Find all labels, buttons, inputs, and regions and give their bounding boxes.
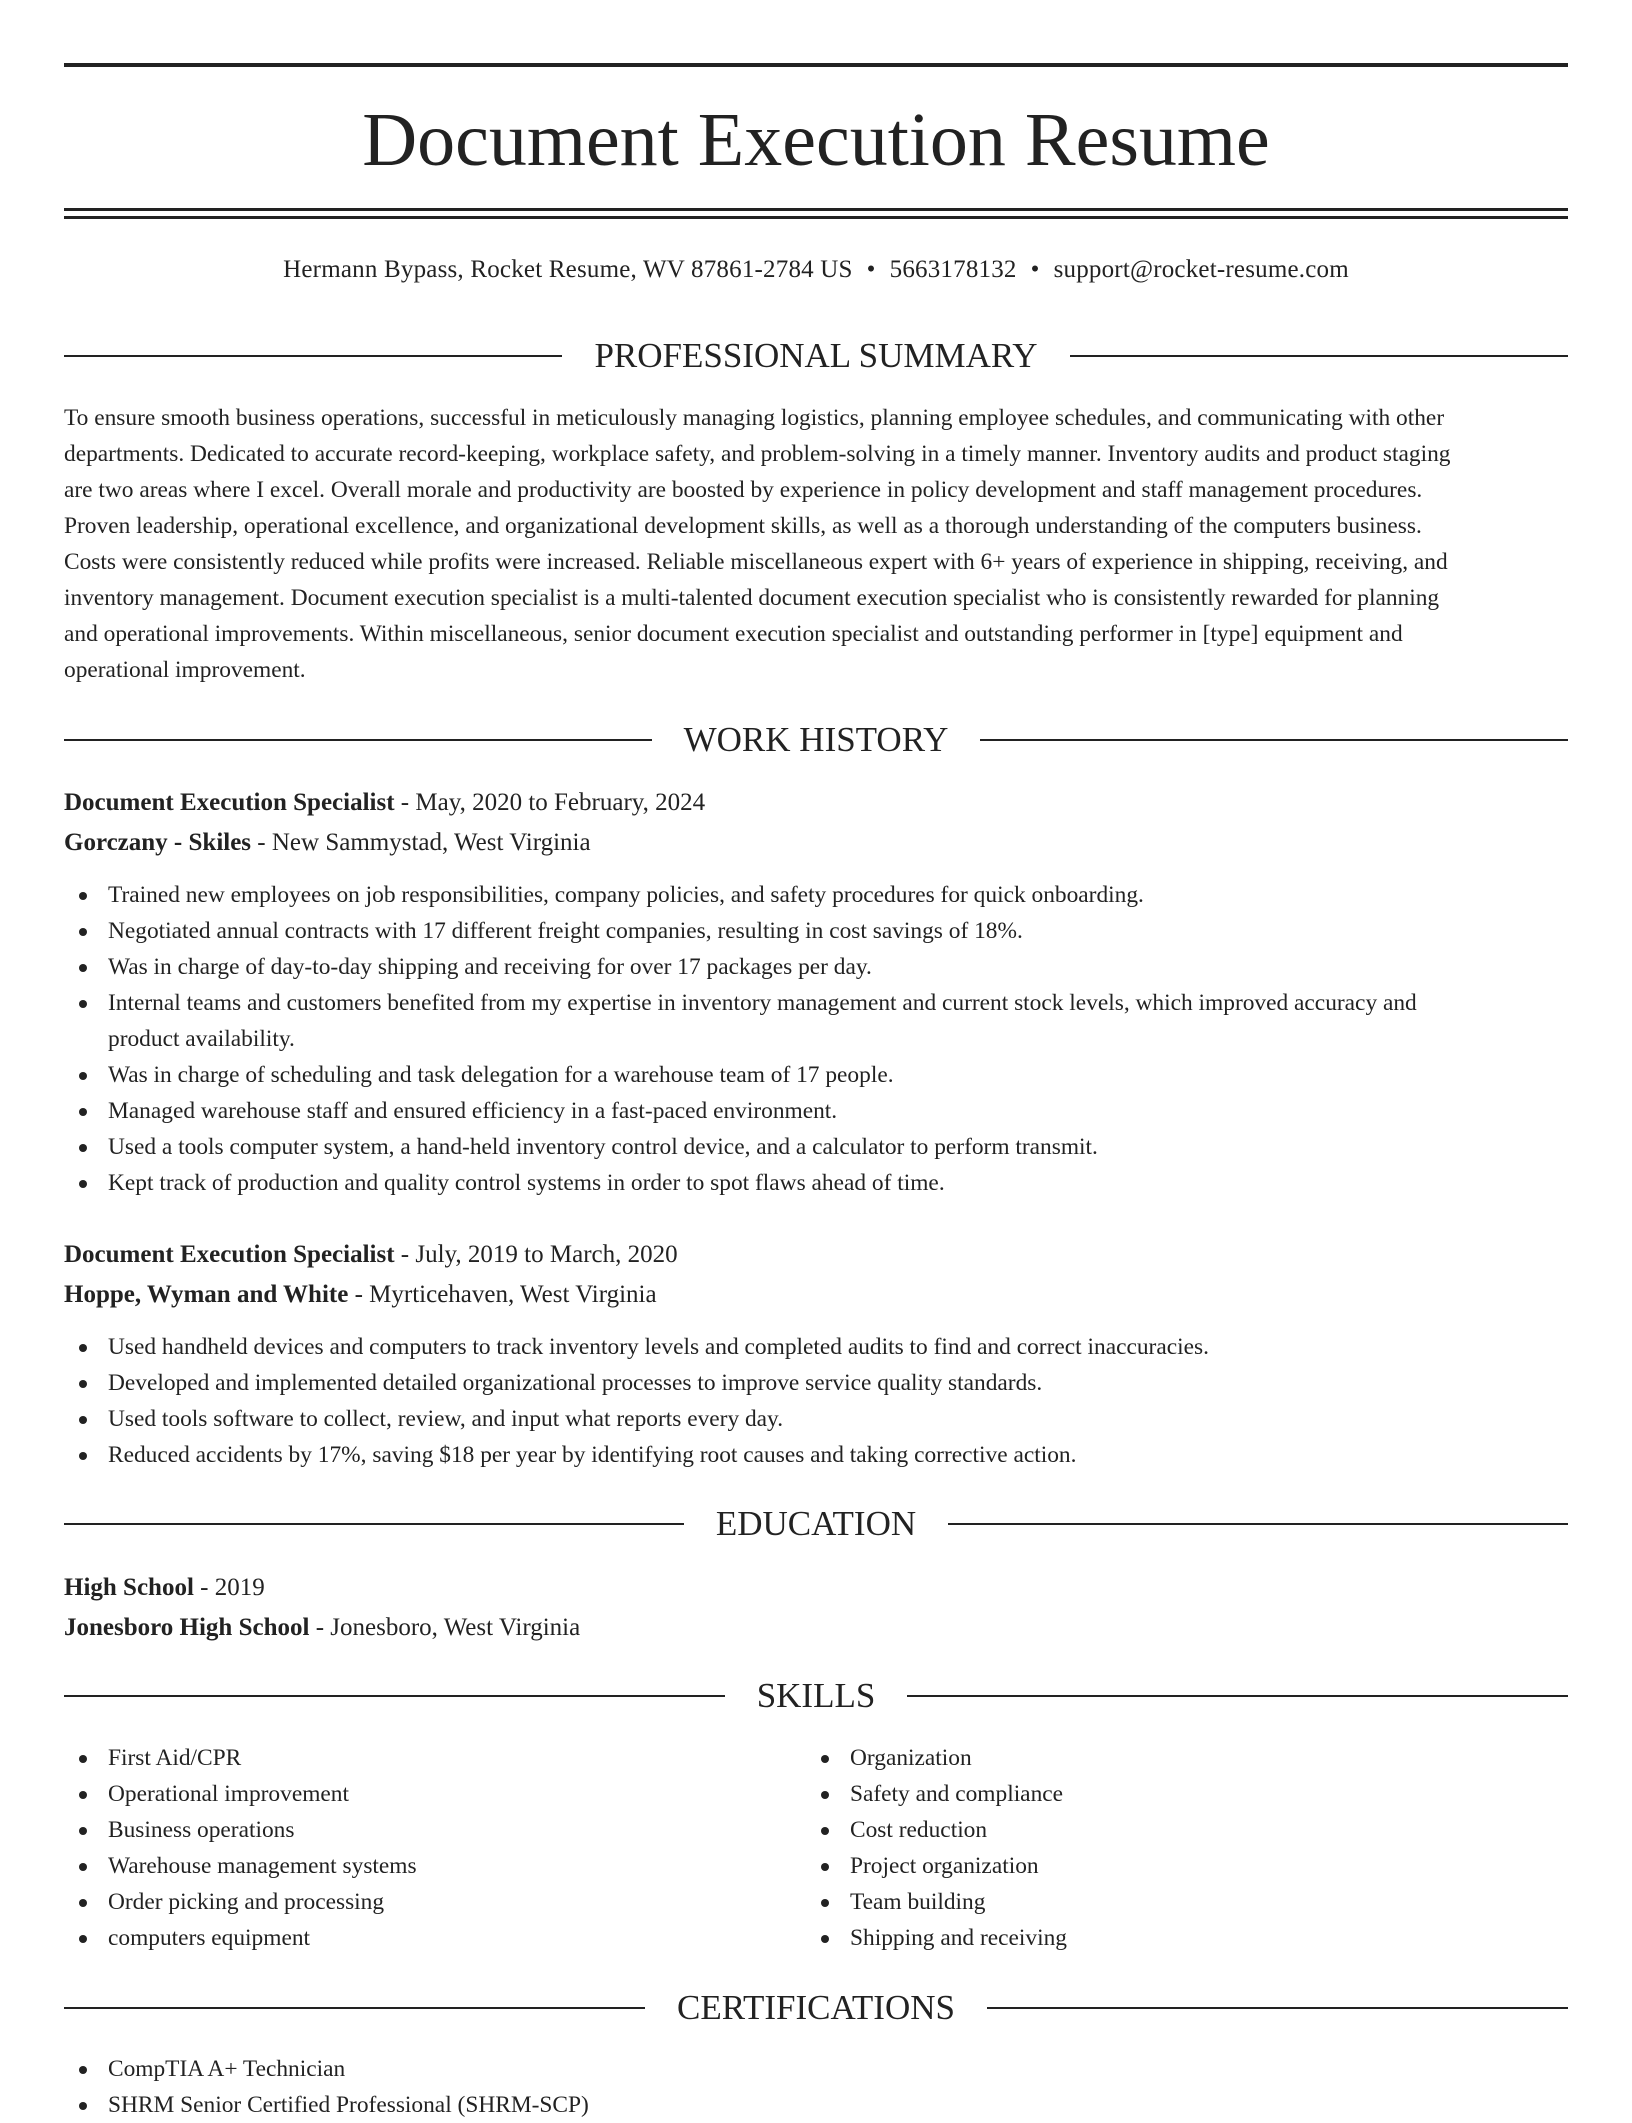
bullet-icon [821,1899,829,1907]
section-title: EDUCATION [715,1504,917,1543]
section-rule [64,1695,725,1697]
list-item: Used tools software to collect, review, and input what reports every day. [64,1401,1568,1437]
skill-item: Cost reduction [806,1812,1506,1848]
bullet-icon [79,1380,87,1388]
contact-line [64,254,1568,286]
bullet-icon [79,892,87,900]
summary-line: Proven leadership, operational excellence, and organizational development skills, as well as a thorough understanding of the computers business. [64,513,1422,539]
contact-address: Hermann Bypass, Rocket Resume, WV 87861-2784 US [283,256,853,283]
skill-item: Business operations [64,1812,764,1848]
title-rule-lower [64,216,1568,219]
certifications-list [64,2051,1568,2123]
bullet-icon [79,1344,87,1352]
list-item: Developed and implemented detailed organizational processes to improve service quality standards. [64,1365,1568,1401]
section-rule [948,1523,1568,1525]
section-rule [64,355,562,357]
bullet-icon [821,1755,829,1763]
job-bullets [64,1329,1568,1473]
certification-item: SHRM Senior Certified Professional (SHRM-SCP) [64,2087,1568,2123]
section-header-certifications [64,1986,1568,2030]
job-title: Document Execution Specialist [64,789,395,816]
skills-list-left [64,1740,764,1956]
section-header-summary [64,334,1568,378]
contact-separator: • [866,256,876,283]
job-location: Myrticehaven, West Virginia [369,1281,657,1308]
section-rule [64,2007,645,2009]
bullet-icon [79,1899,87,1907]
section-title: PROFESSIONAL SUMMARY [594,336,1038,375]
job-company-line: Gorczany - Skiles - New Sammystad, West Virginia [64,829,591,856]
bullet-icon [79,1791,87,1799]
list-item: Internal teams and customers benefited from my expertise in inventory management and current stock levels, which improved accuracy and [64,985,1568,1021]
contact-phone: 5663178132 [889,256,1017,283]
bullet-icon [79,1144,87,1152]
skill-item: Operational improvement [64,1776,764,1812]
list-item: Trained new employees on job responsibilities, company policies, and safety procedures for quick onboarding. [64,877,1568,913]
bullet-icon [79,1827,87,1835]
education-degree: High School [64,1574,194,1601]
section-title: WORK HISTORY [683,720,949,759]
top-rule [64,63,1568,67]
skill-item: Organization [806,1740,1506,1776]
bullet-icon [79,1108,87,1116]
skill-item: Warehouse management systems [64,1848,764,1884]
bullet-icon [79,1072,87,1080]
bullet-icon [821,1935,829,1943]
list-item: Negotiated annual contracts with 17 different freight companies, resulting in cost savings of 18%. [64,913,1568,949]
job-location: New Sammystad, West Virginia [271,829,591,856]
list-item: Managed warehouse staff and ensured efficiency in a fast-paced environment. [64,1093,1568,1129]
section-rule [980,739,1568,741]
bullet-icon [79,1935,87,1943]
contact-email[interactable]: support@rocket-resume.com [1053,256,1349,283]
skill-item: Shipping and receiving [806,1920,1506,1956]
contact-separator: • [1030,256,1040,283]
section-title: CERTIFICATIONS [677,1988,955,2027]
bullet-icon [79,1416,87,1424]
job-company-line: Hoppe, Wyman and White - Myrticehaven, West Virginia [64,1281,657,1308]
resume-title: Document Execution Resume [362,98,1270,182]
summary-line: inventory management. Document execution specialist is a multi-talented document execution specialist who is consistently rewarded for planning [64,585,1440,611]
list-item-continuation: product availability. [108,1026,295,1052]
summary-line: departments. Dedicated to accurate record-keeping, workplace safety, and problem-solving in a timely manner. Inventory audits and product staging [64,441,1451,467]
education-year: 2019 [214,1574,265,1601]
job-bullets [64,877,1568,1201]
bullet-icon [79,1180,87,1188]
job-dates: July, 2019 to March, 2020 [415,1241,678,1268]
job-company: Hoppe, Wyman and White [64,1281,349,1308]
bullet-icon [79,2102,87,2110]
bullet-icon [79,1452,87,1460]
job-title-line: Document Execution Specialist - July, 2019 to March, 2020 [64,1241,678,1268]
skill-item: Project organization [806,1848,1506,1884]
section-rule [64,739,652,741]
bullet-icon [821,1827,829,1835]
section-rule [1070,355,1568,357]
summary-paragraph [64,400,1568,688]
bullet-icon [821,1863,829,1871]
section-header-education [64,1502,1568,1546]
title-rule-upper [64,208,1568,211]
bullet-icon [79,964,87,972]
education-school: Jonesboro High School [64,1614,310,1641]
list-item: Kept track of production and quality control systems in order to spot flaws ahead of time. [64,1165,1568,1201]
summary-line: To ensure smooth business operations, successful in meticulously managing logistics, planning employee schedules, and communicating with other [64,405,1445,431]
job-title-line: Document Execution Specialist - May, 2020 to February, 2024 [64,789,706,816]
job-dates: May, 2020 to February, 2024 [415,789,706,816]
skill-item: computers equipment [64,1920,764,1956]
skills-list-right [806,1740,1506,1956]
bullet-icon [79,1863,87,1871]
education-school-line: Jonesboro High School - Jonesboro, West Virginia [64,1614,581,1641]
section-rule [64,1523,684,1525]
section-header-skills [64,1674,1568,1718]
bullet-icon [79,1755,87,1763]
list-item: Used handheld devices and computers to track inventory levels and completed audits to find and correct inaccuracies. [64,1329,1568,1365]
summary-line: and operational improvements. Within miscellaneous, senior document execution specialist and outstanding performer in [type] equipment and [64,621,1403,647]
summary-line: are two areas where I excel. Overall morale and productivity are boosted by experience in policy development and staff management procedures. [64,477,1423,503]
summary-line: operational improvement. [64,657,306,683]
summary-line: Costs were consistently reduced while profits were increased. Reliable miscellaneous expert with 6+ years of experience in shipping, receiving, and [64,549,1448,575]
bullet-icon [79,2066,87,2074]
section-rule [907,1695,1568,1697]
skill-item: Safety and compliance [806,1776,1506,1812]
skill-item: Order picking and processing [64,1884,764,1920]
certification-item: CompTIA A+ Technician [64,2051,1568,2087]
bullet-icon [79,928,87,936]
skill-item: Team building [806,1884,1506,1920]
skill-item: First Aid/CPR [64,1740,764,1776]
section-header-work-history [64,718,1568,762]
list-item: Reduced accidents by 17%, saving $18 per year by identifying root causes and taking corrective action. [64,1437,1568,1473]
list-item: Was in charge of scheduling and task delegation for a warehouse team of 17 people. [64,1057,1568,1093]
section-title: SKILLS [756,1676,876,1715]
job-company: Gorczany - Skiles [64,829,252,856]
education-location: Jonesboro, West Virginia [330,1614,581,1641]
education-degree-line: High School - 2019 [64,1574,265,1601]
section-rule [987,2007,1568,2009]
job-title: Document Execution Specialist [64,1241,395,1268]
list-item: Used a tools computer system, a hand-held inventory control device, and a calculator to perform transmit. [64,1129,1568,1165]
list-item: Was in charge of day-to-day shipping and receiving for over 17 packages per day. [64,949,1568,985]
bullet-icon [821,1791,829,1799]
bullet-icon [79,1000,87,1008]
